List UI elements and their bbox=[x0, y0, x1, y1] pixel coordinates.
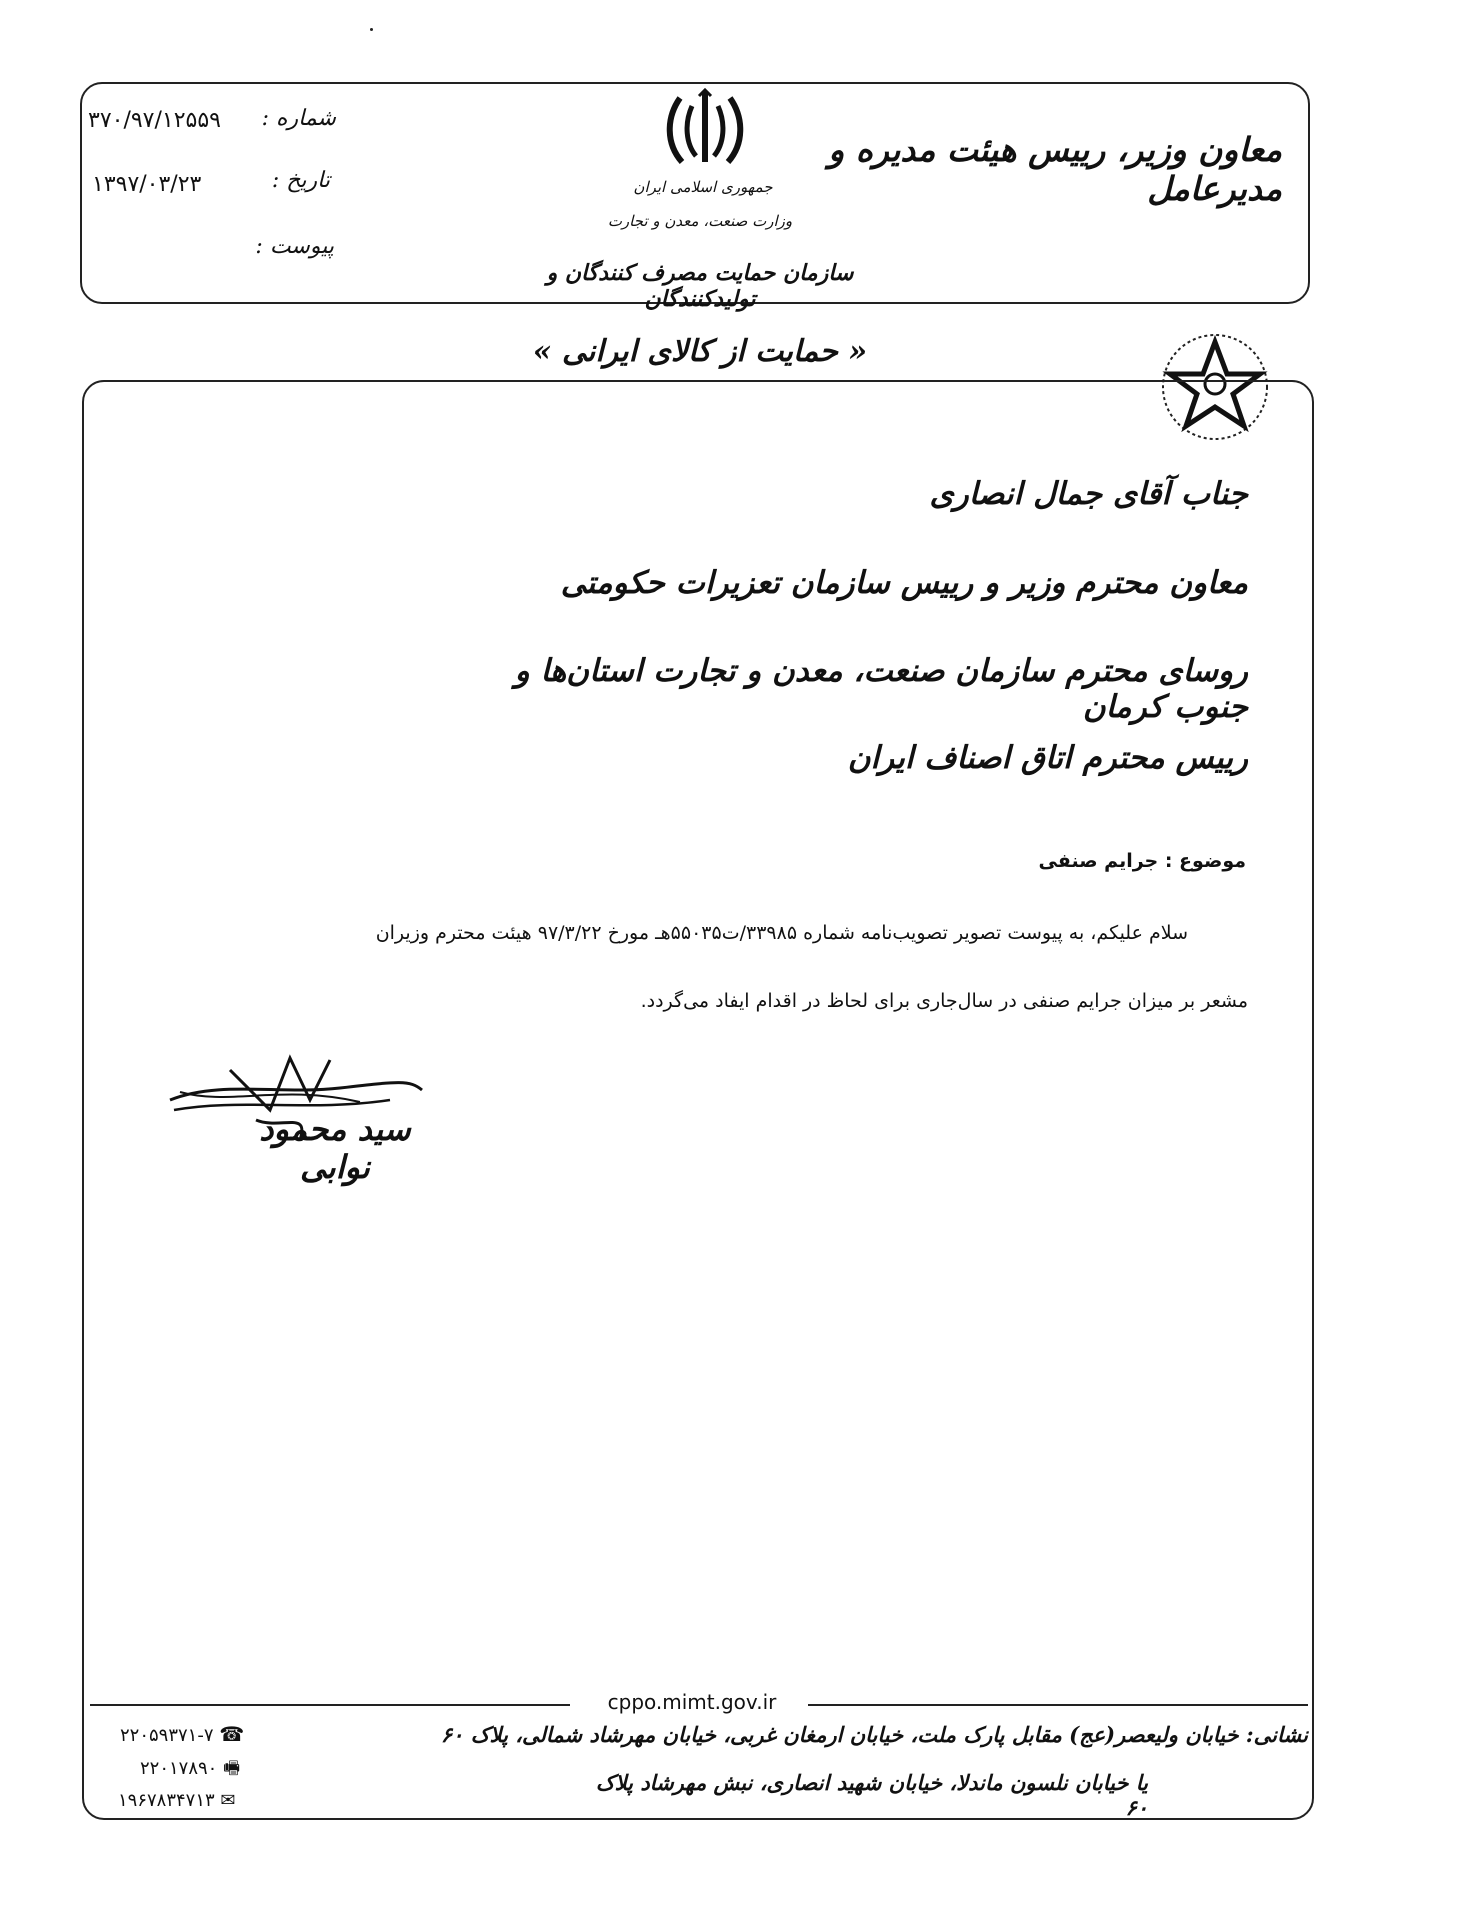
footer-divider bbox=[808, 1704, 1308, 1706]
body-text-line: سلام علیکم، به پیوست تصویر تصویب‌نامه شماره ۳۳۹۸۵/ت۵۵۰۳۵هـ مورخ ۹۷/۳/۲۲ هیئت محترم وزیران bbox=[375, 922, 1188, 944]
org-title: معاون وزیر، رییس هیئت مدیره و مدیرعامل bbox=[828, 130, 1282, 208]
envelope-icon: ✉ bbox=[220, 1790, 236, 1811]
recipient-line: معاون محترم وزیر و رییس سازمان تعزیرات حکومتی bbox=[560, 565, 1248, 601]
date-value: ۱۳۹۷/۰۳/۲۳ bbox=[92, 172, 202, 197]
footer-address-line: یا خیابان نلسون ماندلا، خیابان شهید انصاری، نبش مهرشاد پلاک ۶۰ bbox=[595, 1770, 1148, 1820]
fax-icon: 🖷 bbox=[223, 1758, 241, 1779]
subject-line: موضوع : جرایم صنفی bbox=[1038, 850, 1246, 872]
footer-phone-value: ۲۲۰۵۹۳۷۱-۷ bbox=[120, 1725, 214, 1746]
footer-divider bbox=[90, 1704, 570, 1706]
number-value: ۳۷۰/۹۷/۱۲۵۵۹ bbox=[88, 108, 221, 133]
number-label: شماره : bbox=[261, 106, 336, 131]
date-label: تاریخ : bbox=[271, 168, 330, 193]
footer-postal bbox=[118, 1790, 298, 1811]
footer-postal-value: ۱۹۶۷۸۳۴۷۱۳ bbox=[118, 1790, 215, 1811]
recipient-line: رییس محترم اتاق اصناف ایران bbox=[847, 740, 1248, 776]
footer-phone bbox=[120, 1722, 300, 1746]
telephone-icon: ☎ bbox=[219, 1722, 245, 1746]
attachment-label: پیوست : bbox=[255, 234, 334, 259]
recipient-line: روسای محترم سازمان صنعت، معدن و تجارت استان‌ها و جنوب کرمان bbox=[514, 653, 1248, 725]
organization-name: سازمان حمایت مصرف کنندگان و تولیدکنندگان bbox=[546, 260, 854, 312]
emblem-caption: جمهوری اسلامی ایران bbox=[633, 178, 773, 196]
ministry-name: وزارت صنعت، معدن و تجارت bbox=[607, 212, 793, 230]
footer-website: cppo.mimt.gov.ir bbox=[607, 1690, 777, 1714]
iran-emblem-icon bbox=[660, 88, 750, 172]
footer-fax-value: ۲۲۰۱۷۸۹۰ bbox=[140, 1758, 218, 1779]
scan-speck bbox=[370, 28, 373, 31]
footer-fax bbox=[140, 1756, 300, 1786]
recipient-line: جناب آقای جمال انصاری bbox=[929, 476, 1248, 512]
footer-address-line: نشانی: خیابان ولیعصر(عج) مقابل پارک ملت، خیابان ارمغان غربی، خیابان مهرشاد شمالی، پلاک ۶۰ bbox=[440, 1722, 1308, 1747]
body-text-line: مشعر بر میزان جرایم صنفی در سال‌جاری برای لحاظ در اقدام ایفاد می‌گردد. bbox=[640, 990, 1248, 1012]
slogan: « حمایت از کالای ایرانی » bbox=[532, 334, 868, 369]
signature-name: سید محمود نوابی bbox=[259, 1110, 411, 1186]
